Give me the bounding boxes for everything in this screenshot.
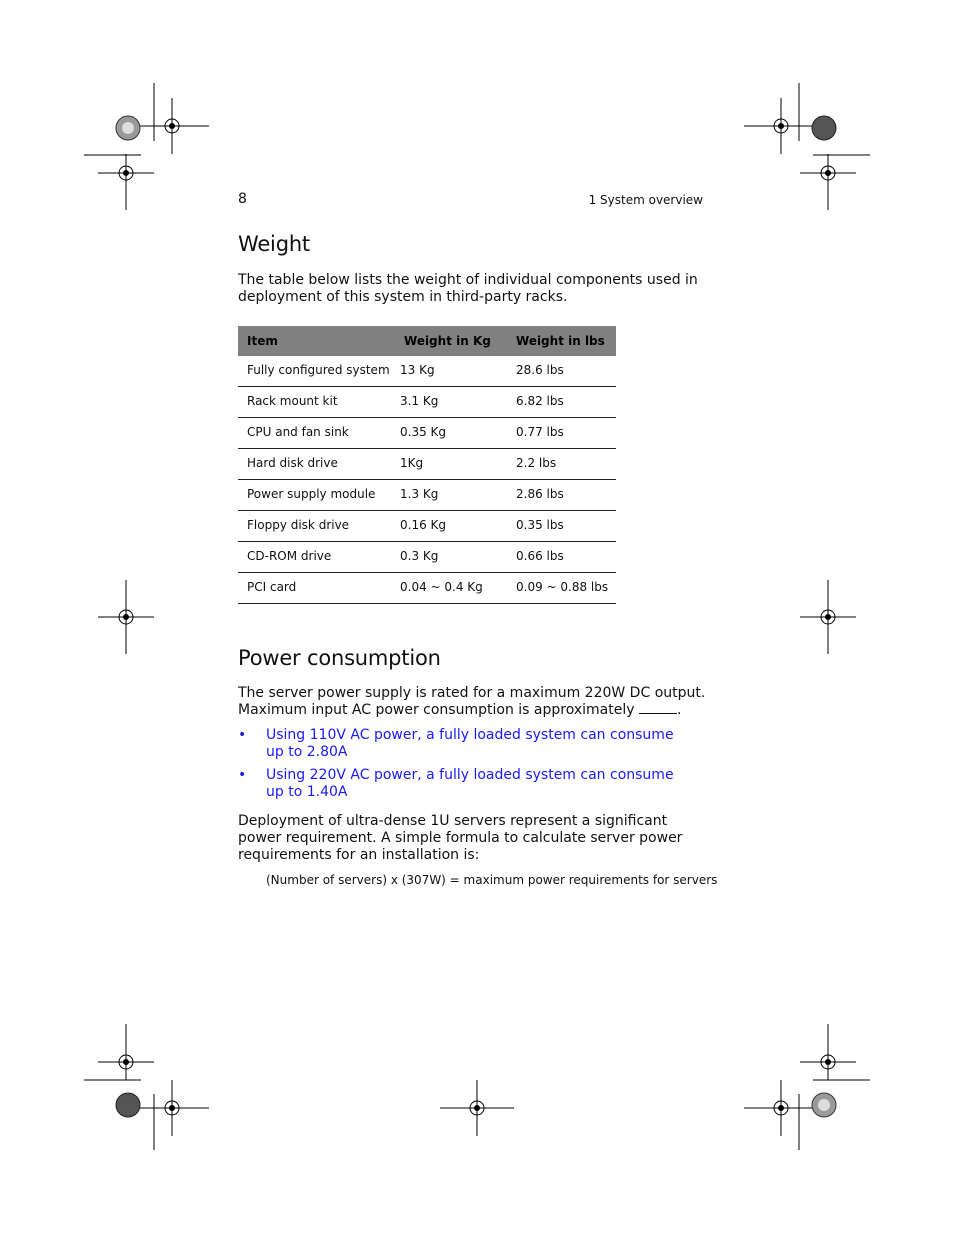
cell-lbs: 28.6 lbs — [516, 356, 616, 387]
cell-kg: 0.35 Kg — [400, 418, 516, 449]
power-paragraph-1-end: . — [676, 702, 682, 718]
cell-item: Floppy disk drive — [238, 511, 400, 542]
bullet-icon: • — [238, 767, 247, 783]
cell-kg: 0.16 Kg — [400, 511, 516, 542]
cell-kg: 0.04 ~ 0.4 Kg — [400, 573, 516, 604]
table-row — [238, 573, 616, 604]
cell-lbs: 2.86 lbs — [516, 480, 616, 511]
bullet-text: Using 220V AC power, a fully loaded system can consume up to 1.40A — [266, 767, 674, 800]
bullet-text: Using 110V AC power, a fully loaded system can consume up to 2.80A — [266, 727, 674, 760]
cell-kg: 1.3 Kg — [400, 480, 516, 511]
power-paragraph-1-text: The server power supply is rated for a maximum 220W DC output. Maximum input AC power consumption is approximately — [238, 685, 706, 718]
table-row — [238, 418, 616, 449]
running-head: 1 System overview — [588, 193, 703, 207]
cell-kg: 1Kg — [400, 449, 516, 480]
page-number: 8 — [238, 191, 247, 207]
header-lbs: Weight in lbs — [516, 334, 605, 348]
cell-lbs: 2.2 lbs — [516, 449, 616, 480]
cell-lbs: 0.09 ~ 0.88 lbs — [516, 573, 616, 604]
table-row — [238, 449, 616, 480]
cell-lbs: 0.77 lbs — [516, 418, 616, 449]
cell-item: CPU and fan sink — [238, 418, 400, 449]
weight-table — [238, 326, 616, 604]
header-item: Item — [247, 334, 278, 348]
cell-lbs: 0.66 lbs — [516, 542, 616, 573]
power-paragraph-2: Deployment of ultra-dense 1U servers represent a significant power requirement. A simple formula to calculate server power requirements for an installation is: — [238, 813, 683, 863]
cell-kg: 3.1 Kg — [400, 387, 516, 418]
cell-kg: 13 Kg — [400, 356, 516, 387]
weight-intro: The table below lists the weight of individual components used in deployment of this system in third-party racks. — [238, 272, 698, 305]
cell-item: Rack mount kit — [238, 387, 400, 418]
cell-item: Fully configured system — [238, 356, 400, 387]
bullet-icon: • — [238, 727, 247, 743]
cell-kg: 0.3 Kg — [400, 542, 516, 573]
table-header-row — [238, 326, 616, 356]
cell-item: PCI card — [238, 573, 400, 604]
cell-lbs: 0.35 lbs — [516, 511, 616, 542]
header-kg: Weight in Kg — [404, 334, 491, 348]
weight-heading: Weight — [238, 232, 310, 256]
table-row — [238, 387, 616, 418]
cell-item: Power supply module — [238, 480, 400, 511]
cell-lbs: 6.82 lbs — [516, 387, 616, 418]
blank-line — [639, 702, 677, 714]
cell-item: CD-ROM drive — [238, 542, 400, 573]
power-heading: Power consumption — [238, 646, 441, 670]
table-row — [238, 480, 616, 511]
table-row — [238, 542, 616, 573]
cell-item: Hard disk drive — [238, 449, 400, 480]
table-row — [238, 511, 616, 542]
power-formula: (Number of servers) x (307W) = maximum power requirements for servers — [266, 873, 718, 887]
table-row — [238, 356, 616, 387]
power-paragraph-1 — [238, 685, 708, 719]
